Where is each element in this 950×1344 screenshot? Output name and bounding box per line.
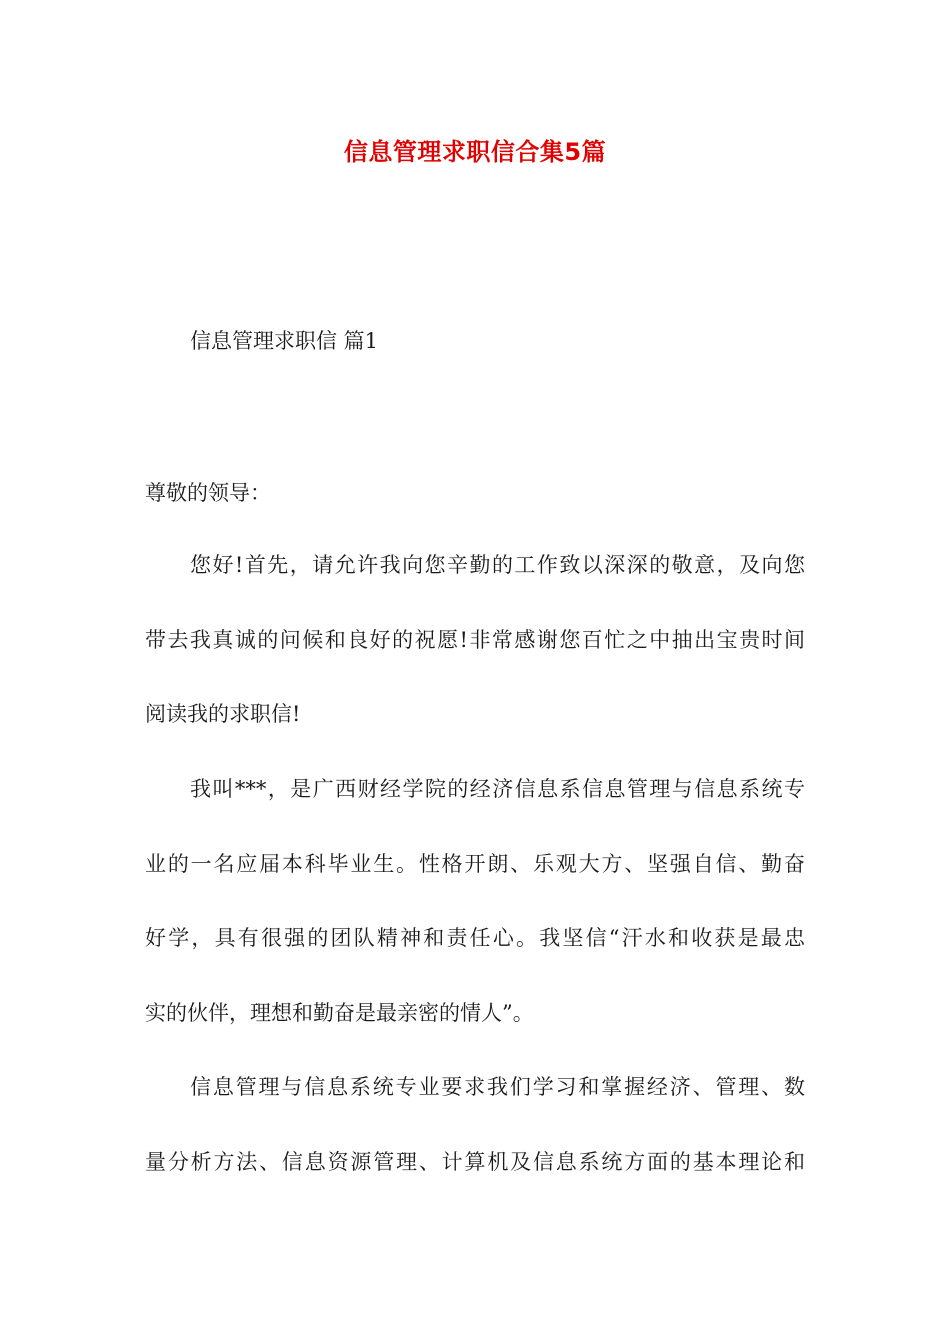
paragraph-line: 带去我真诚的问候和良好的祝愿!非常感谢您百忙之中抽出宝贵时间 xyxy=(145,627,805,652)
paragraph-line: 您好!首先，请允许我向您辛勤的工作致以深深的敬意，及向您 xyxy=(190,553,805,577)
paragraph-line: 我叫***，是广西财经学院的经济信息系信息管理与信息系统专 xyxy=(190,777,805,801)
paragraph-line: 信息管理与信息系统专业要求我们学习和掌握经济、管理、数 xyxy=(190,1075,805,1099)
paragraph-line: 好学，具有很强的团队精神和责任心。我坚信“汗水和收获是最忠 xyxy=(145,926,805,950)
salutation: 尊敬的领导： xyxy=(145,481,271,505)
paragraph-3 xyxy=(145,1072,805,1221)
paragraph-1 xyxy=(145,550,805,774)
paragraph-2 xyxy=(145,774,805,1072)
document-title: 信息管理求职信合集5篇 xyxy=(343,138,607,166)
paragraph-line: 阅读我的求职信! xyxy=(145,702,301,726)
paragraph-line: 量分析方法、信息资源管理、计算机及信息系统方面的基本理论和 xyxy=(145,1149,805,1174)
section-heading: 信息管理求职信 篇1 xyxy=(190,329,379,353)
paragraph-line: 业的一名应届本科毕业生。性格开朗、乐观大方、坚强自信、勤奋 xyxy=(145,851,805,876)
paragraph-line: 实的伙伴，理想和勤奋是最亲密的情人”。 xyxy=(145,1000,534,1025)
